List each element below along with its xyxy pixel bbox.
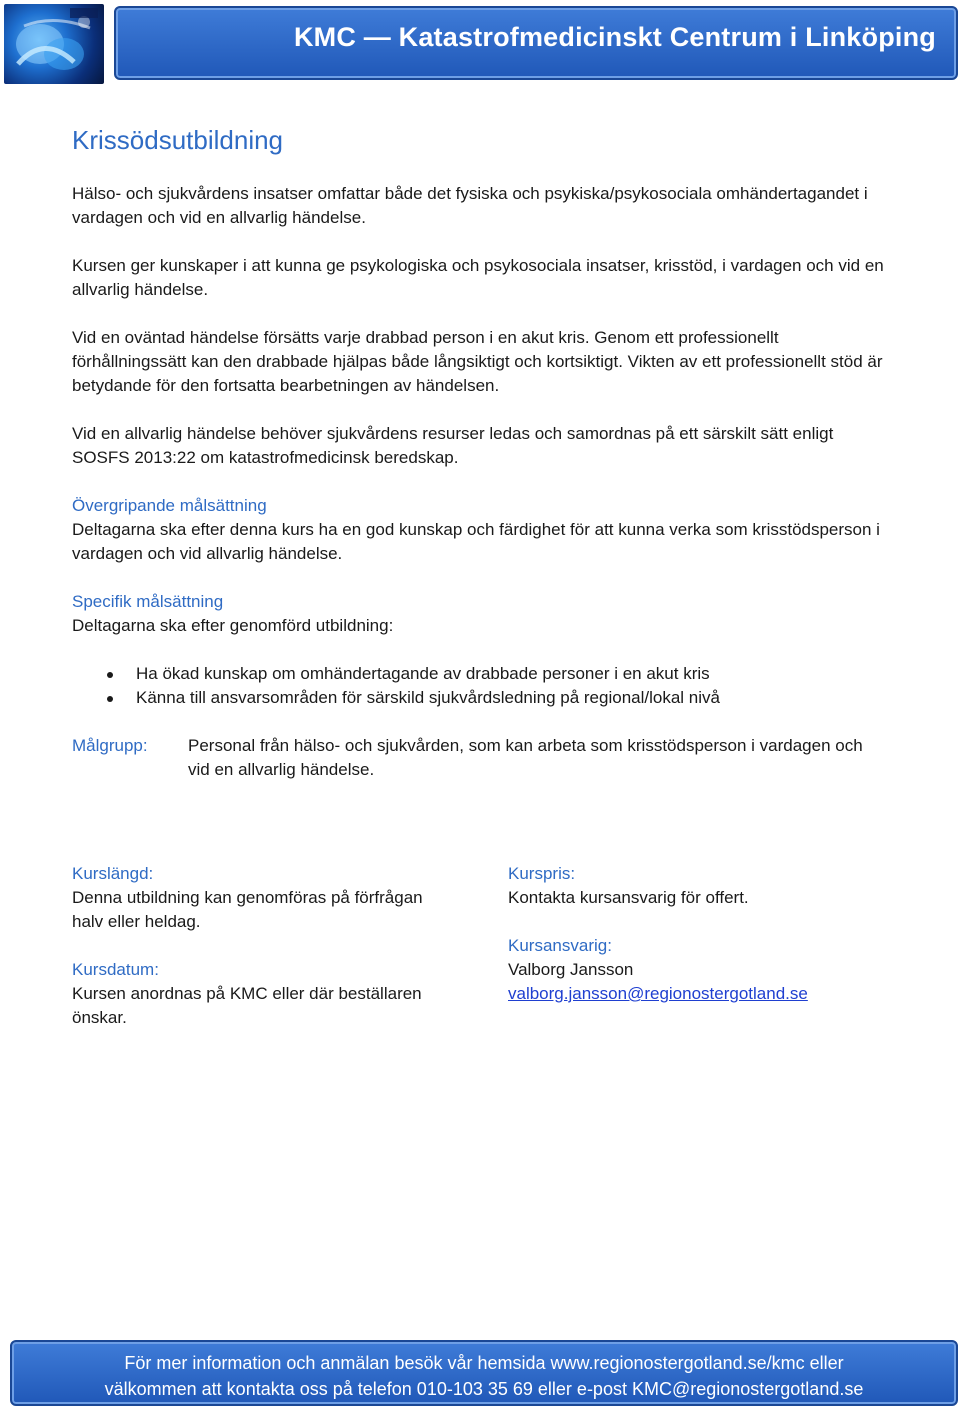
intro-paragraph-3: Vid en oväntad händelse försätts varje drabbad person i en akut kris. Genom ett professionellt förhållningssätt kan den drabbade hjälpas både långsiktigt och kortsiktigt. Vikten av ett professionellt stöd är betydande för den fortsatta bearbetningen av händelsen. bbox=[72, 328, 883, 395]
page-title: Krissödsutbildning bbox=[72, 125, 284, 155]
target-group-text: Personal från hälso- och sjukvården, som kan arbeta som krisstödsperson i vardagen och vid en allvarlig händelse. bbox=[188, 736, 863, 779]
logo-graphic bbox=[4, 4, 104, 84]
intro-paragraph-2: Kursen ger kunskaper i att kunna ge psykologiska och psykosociala insatser, krisstöd, i vardagen och vid en allvarlig händelse. bbox=[72, 256, 884, 299]
header-banner bbox=[114, 6, 958, 80]
course-length-label: Kurslängd: bbox=[72, 864, 154, 883]
overall-goal-text: Deltagarna ska efter denna kurs ha en god kunskap och färdighet för att kunna verka som krisstödsperson i vardagen och vid allvarlig händelse. bbox=[72, 520, 880, 563]
course-price-label: Kurspris: bbox=[508, 864, 576, 883]
specific-goal-text: Deltagarna ska efter genomförd utbildning: bbox=[72, 616, 394, 635]
list-item: Känna till ansvarsområden för särskild sjukvårdsledning på regional/lokal nivå bbox=[72, 686, 892, 710]
course-responsible-label: Kursansvarig: bbox=[508, 936, 612, 955]
overall-goal-heading: Övergripande målsättning bbox=[72, 496, 267, 515]
list-item: Ha ökad kunskap om omhändertagande av drabbade personer i en akut kris bbox=[72, 662, 892, 686]
intro-paragraph-1: Hälso- och sjukvårdens insatser omfattar både det fysiska och psykiska/psykosociala omhändertagandet i vardagen och vid en allvarlig händelse. bbox=[72, 184, 868, 227]
specific-goal-heading: Specifik målsättning bbox=[72, 592, 224, 611]
footer-banner bbox=[10, 1340, 958, 1406]
course-price-text: Kontakta kursansvarig för offert. bbox=[508, 888, 749, 907]
course-length-text: Denna utbildning kan genomföras på förfrågan halv eller heldag. bbox=[72, 888, 423, 931]
footer-line-1: För mer information och anmälan besök vår hemsida www.regionostergotland.se/kmc eller bbox=[124, 1353, 844, 1373]
header-title: KMC — Katastrofmedicinskt Centrum i Linköping bbox=[293, 22, 936, 52]
main-content bbox=[72, 120, 892, 782]
course-details-right bbox=[508, 862, 888, 1006]
footer-line-2: välkommen att kontakta oss på telefon 010-103 35 69 eller e-post KMC@regionostergotland.se bbox=[104, 1379, 864, 1399]
course-details-left bbox=[72, 862, 452, 1030]
course-date-label: Kursdatum: bbox=[72, 960, 159, 979]
kmc-logo bbox=[4, 4, 104, 84]
target-group bbox=[72, 734, 892, 782]
course-date-text: Kursen anordnas på KMC eller där beställaren önskar. bbox=[72, 984, 422, 1027]
specific-goal-list bbox=[72, 662, 892, 710]
target-group-label: Målgrupp: bbox=[72, 736, 148, 755]
intro-paragraph-4: Vid en allvarlig händelse behöver sjukvårdens resurser ledas och samordnas på ett särskilt sätt enligt SOSFS 2013:22 om katastrofmedicinsk beredskap. bbox=[72, 424, 834, 467]
course-responsible-name: Valborg Jansson bbox=[508, 960, 634, 979]
course-responsible-email-link[interactable]: valborg.jansson@regionostergotland.se bbox=[508, 984, 808, 1003]
